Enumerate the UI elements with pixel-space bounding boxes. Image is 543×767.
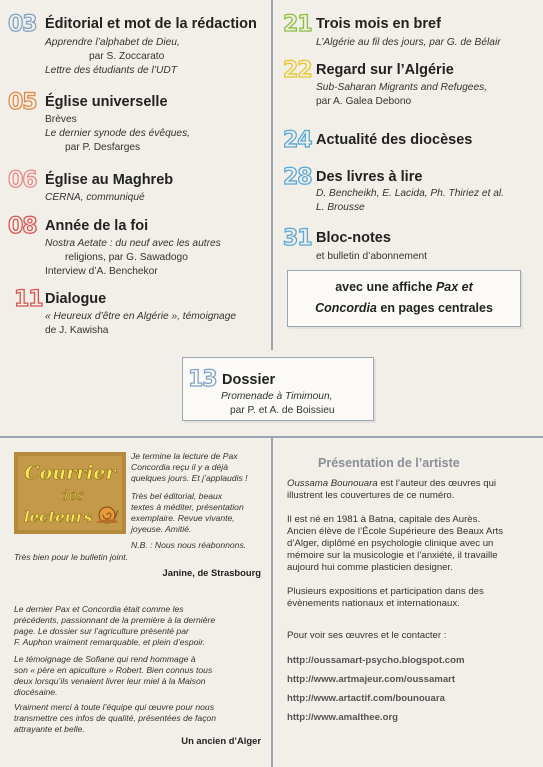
toc-entry-dialogue[interactable] [8, 287, 268, 347]
toc-title: Éditorial et mot de la rédaction [45, 16, 257, 32]
toc-title: Dialogue [45, 291, 107, 307]
toc-line: par S. Zoccarato [89, 51, 165, 62]
artist-link[interactable]: http://www.amalthee.org [287, 712, 399, 723]
poster-text: en pages centrales [376, 301, 493, 315]
toc-line: par P. Desfarges [65, 142, 141, 153]
letter-line: Concordia reçu il y a déjà [131, 462, 228, 472]
toc-entry-bloc-notes[interactable] [283, 226, 541, 266]
letter-line: joyeuse. Amitié. [131, 524, 192, 534]
logo-text-mid: des [59, 488, 85, 504]
poster-line-1 [288, 280, 520, 294]
toc-number: 05 [8, 90, 37, 115]
toc-entry-livres[interactable] [283, 165, 541, 220]
toc-title: Actualité des diocèses [316, 132, 473, 148]
toc-number: 11 [14, 287, 43, 312]
toc-line-text: L’Algérie au fil des jours, par G. de Bélair [316, 37, 501, 48]
toc-line: L. Brousse [316, 202, 365, 213]
letter-signature: Janine, de Strasbourg [162, 567, 261, 578]
toc-line: Lettre des étudiants de l’UDT [45, 65, 177, 76]
letter-line: transmettre ces infos de qualité, présentées de façon [14, 713, 217, 723]
toc-line: Nostra Aetate : du neuf avec les autres [45, 238, 221, 249]
toc-number: 24 [283, 128, 312, 153]
letter-line: Le dernier Pax et Concordia était comme les [14, 604, 184, 614]
toc-entry-eglise-maghreb[interactable] [8, 168, 268, 208]
toc-title: Église universelle [45, 94, 168, 110]
toc-title: Regard sur l’Algérie [316, 62, 454, 78]
artist-text: Il est né en 1981 à Batna, capitale des Aurès. [287, 514, 481, 525]
artist-text: Ancien élève de l’École Supérieure des Beaux Arts [287, 526, 503, 537]
dossier-box[interactable] [182, 357, 374, 421]
artist-text: évènements nationaux et internationaux. [287, 598, 460, 609]
letter-line: attrayante et belle. [14, 724, 85, 734]
toc-line: Sub-Saharan Migrants and Refugees, [316, 82, 488, 93]
letter-line: diocésaine. [14, 687, 58, 697]
toc-number: 31 [283, 226, 312, 251]
artist-text: d’Alger, diplômé en psychologie clinique avec un [287, 538, 494, 549]
letter-line: N.B. : Nous nous réabonnons. [131, 540, 247, 550]
toc-number: 08 [8, 214, 37, 239]
toc-entry-editorial[interactable] [8, 12, 268, 82]
letter-line: son « père en apiculture » Robert. Bien connus tous [14, 665, 213, 675]
toc-number: 13 [188, 367, 217, 392]
toc-center-divider [271, 0, 273, 350]
letter-signature: Un ancien d’Alger [181, 735, 261, 746]
artist-link[interactable]: http://www.artmajeur.com/oussamart [287, 674, 456, 685]
toc-number: 21 [283, 12, 312, 37]
poster-line-2 [288, 301, 520, 315]
letter-line: précédents, passionnant de la première à la dernière [14, 615, 216, 625]
toc-line: Apprendre l’alphabet de Dieu, [45, 37, 180, 48]
toc-line: CERNA, communiqué [45, 192, 145, 203]
toc-line: Brèves [45, 114, 77, 125]
poster-text: avec une affiche [335, 280, 436, 294]
artist-text: Oussama Bounouara est l’auteur des œuvres qui [287, 478, 497, 489]
artist-link[interactable]: http://www.artactif.com/bounouara [287, 693, 445, 704]
toc-title: Trois mois en bref [316, 16, 441, 32]
toc-entry-regard[interactable] [283, 58, 541, 113]
letter-line: textes à méditer, présentation [131, 502, 244, 512]
toc-number: 06 [8, 168, 37, 193]
toc-number: 03 [8, 12, 37, 37]
letter-line: Très bel éditorial, beaux [131, 491, 223, 501]
logo-text-bottom: lecteurs [23, 508, 93, 526]
toc-number: 22 [283, 58, 312, 83]
artist-text: Plusieurs expositions et participation dans des [287, 586, 484, 597]
dossier-line: Promenade à Timimoun, [221, 391, 333, 402]
toc-line [316, 37, 501, 50]
artist-text: illustrent les couvertures de ce numéro. [287, 490, 455, 501]
letter-line: exemplaire. Revue vivante, [131, 513, 235, 523]
logo-text-top: Courrier [24, 462, 116, 484]
dossier-line: par P. et A. de Boissieu [230, 405, 335, 416]
toc-title: Église au Maghreb [45, 172, 174, 188]
artist-text: aujourd hui comme plasticien designer. [287, 562, 453, 573]
letter-line: quelques jours. Et j’applaudis ! [131, 473, 248, 483]
toc-title: Année de la foi [45, 218, 149, 234]
bottom-center-divider [271, 436, 273, 767]
letter-line: Je termine la lecture de Pax [131, 451, 238, 461]
artist-text: Pour voir ses œuvres et le contacter : [287, 630, 447, 641]
poster-title: Pax et [435, 280, 473, 294]
toc-line: D. Bencheikh, E. Lacida, Ph. Thiriez et al. [316, 188, 504, 199]
toc-number: 28 [283, 165, 312, 190]
artist-heading: Présentation de l’artiste [318, 456, 460, 470]
toc-line: « Heureux d’être en Algérie », témoignage [45, 311, 237, 322]
poster-title: Concordia [315, 301, 377, 315]
toc-entry-trois-mois[interactable] [283, 12, 541, 52]
toc-entry-eglise-universelle[interactable] [8, 90, 268, 160]
letter-line: page. Le dossier sur l’agriculture présenté par [14, 626, 189, 636]
toc-entry-annee-foi[interactable] [8, 214, 268, 284]
toc-line: Le dernier synode des évêques, [45, 128, 190, 139]
toc-line: par A. Galea Debono [316, 96, 412, 107]
dossier-title: Dossier [222, 372, 276, 388]
letter-line: Vraiment merci à toute l’équipe qui œuvre pour nous [14, 702, 214, 712]
courrier-des-lecteurs-logo [14, 452, 126, 534]
toc-title: Des livres à lire [316, 169, 423, 185]
toc-line: Interview d’A. Benchekor [45, 266, 158, 277]
artist-link[interactable]: http://oussamart-psycho.blogspot.com [287, 655, 465, 666]
toc-line: religions, par G. Sawadogo [65, 252, 188, 263]
toc-line: de J. Kawisha [45, 325, 109, 336]
letter-line: Très bien pour le bulletin joint. [14, 552, 129, 562]
toc-title: Bloc-notes [316, 230, 391, 246]
artist-name: Oussama Bounouara [287, 478, 378, 489]
toc-entry-actualite[interactable] [283, 128, 541, 158]
letter-line: Le témoignage de Sofiane qui rend hommage à [14, 654, 196, 664]
toc-line: et bulletin d’abonnement [316, 251, 428, 262]
artist-text: mémoire sur la musicologie et l’anxiété, il travaille [287, 550, 498, 561]
letter-line: F. Auphon vraiment remarquable, et plein d’espoir. [14, 637, 206, 647]
letter-line: deux lorsqu’ils venaient livrer leur miel à la Maison [14, 676, 206, 686]
poster-box [287, 270, 521, 327]
